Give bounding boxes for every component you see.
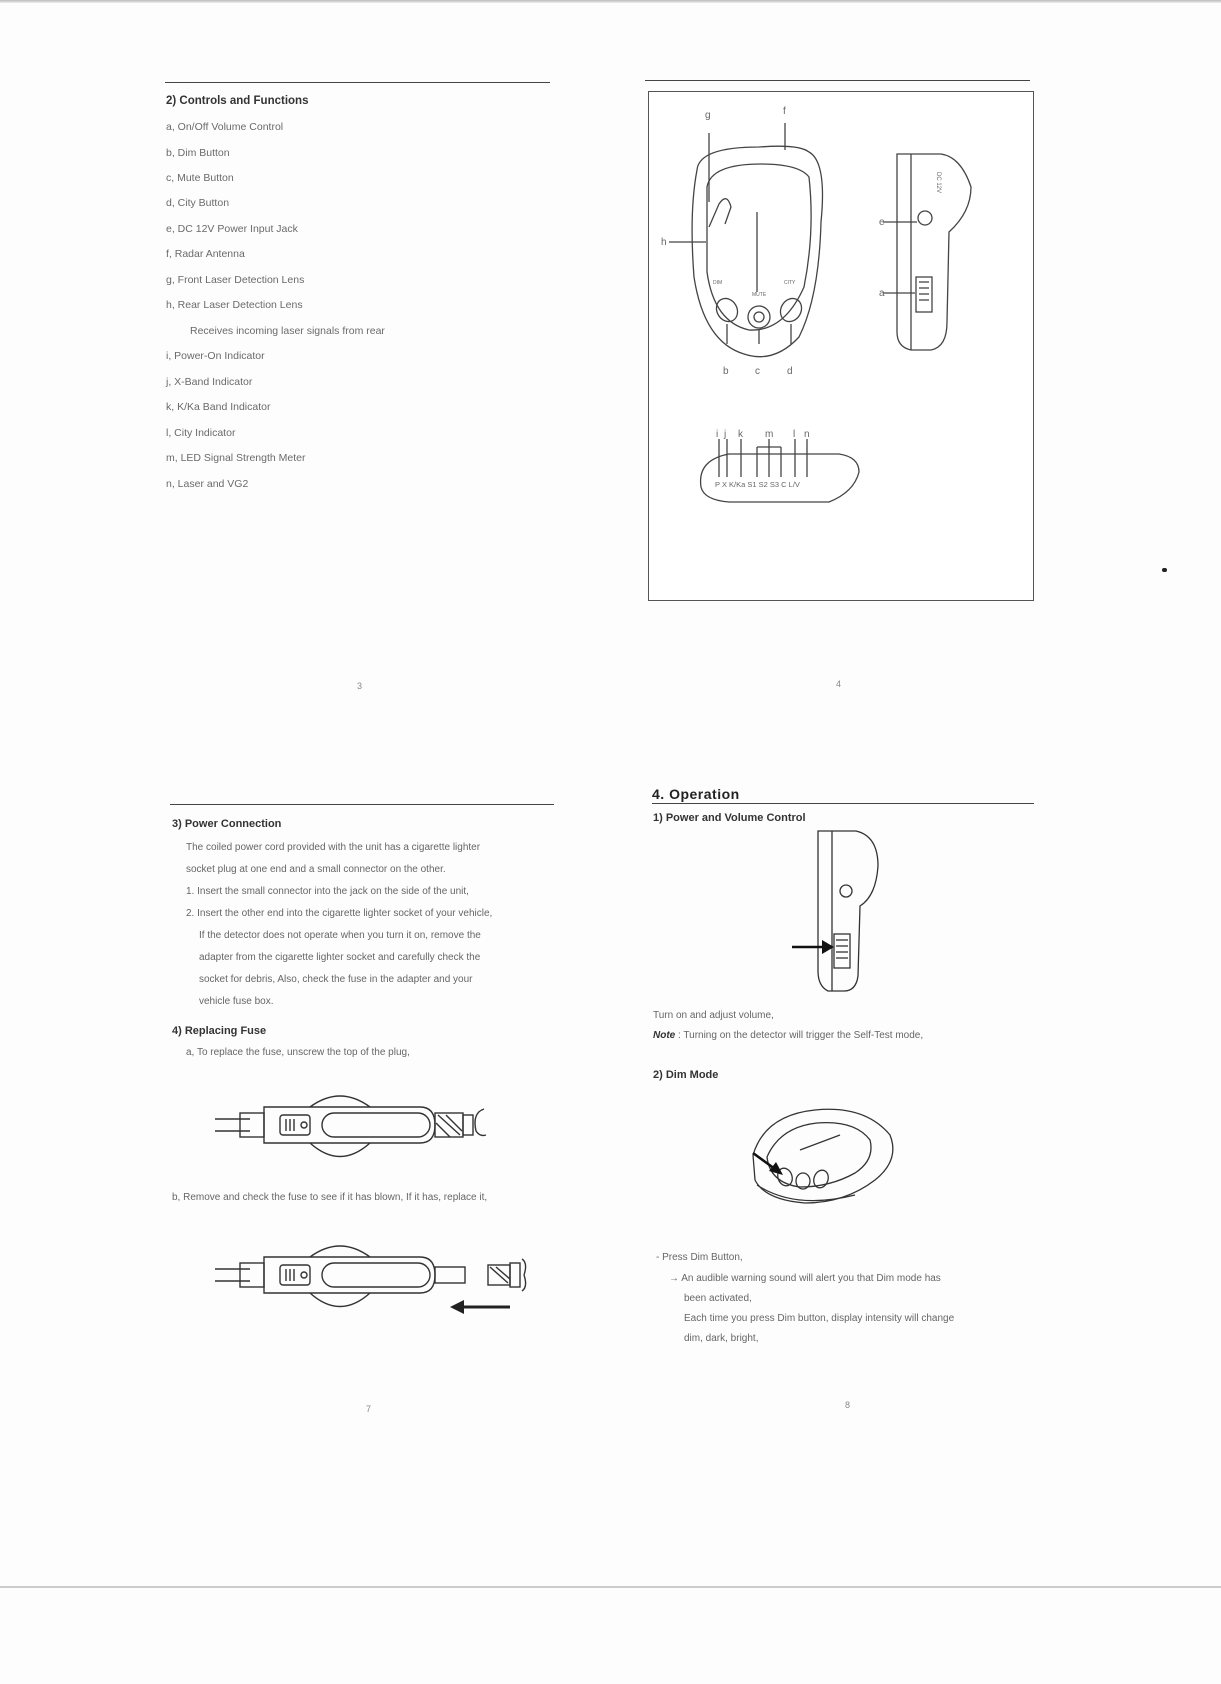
scan-edge-top xyxy=(0,0,1221,3)
operation-title: 4. Operation xyxy=(652,786,740,802)
label-f: f xyxy=(783,106,786,117)
label-dc12v: DC 12V xyxy=(935,172,941,194)
power-line-7: socket for debris, Also, check the fuse in the adapter and your xyxy=(199,974,473,985)
control-item-n: n, Laser and VG2 xyxy=(166,478,249,490)
arrow-right-icon xyxy=(792,940,834,954)
label-a: a xyxy=(879,288,885,299)
scan-edge-bottom xyxy=(0,1586,1221,1588)
control-item-m: m, LED Signal Strength Meter xyxy=(166,452,306,464)
label-g: g xyxy=(705,110,711,121)
control-item-e: e, DC 12V Power Input Jack xyxy=(166,223,298,235)
operation-title-rule xyxy=(652,803,1034,804)
control-item-i: i, Power-On Indicator xyxy=(166,350,265,362)
control-item-h: h, Rear Laser Detection Lens xyxy=(166,299,303,311)
label-d: d xyxy=(787,366,793,377)
display-panel xyxy=(701,439,859,502)
page3-heading-rule xyxy=(165,82,550,83)
power-line-5: If the detector does not operate when you turn it on, remove the xyxy=(199,930,481,941)
fuse-plug-remove-illustration xyxy=(210,1235,550,1325)
control-item-l: l, City Indicator xyxy=(166,427,236,439)
power-line-3: 1. Insert the small connector into the jack on the side of the unit, xyxy=(186,886,469,897)
fuse-plug-unscrew-illustration xyxy=(210,1085,500,1175)
label-city: CITY xyxy=(784,280,796,286)
control-item-f: f, Radar Antenna xyxy=(166,248,245,260)
note-line xyxy=(653,1030,923,1041)
dim-mode-illustration xyxy=(745,1095,905,1215)
dim-each-line-2: dim, dark, bright, xyxy=(684,1333,759,1344)
page-number-4: 4 xyxy=(836,679,842,689)
label-dim: DIM xyxy=(713,280,723,286)
fuse-step-a: a, To replace the fuse, unscrew the top of the plug, xyxy=(186,1047,410,1058)
volume-control-illustration xyxy=(790,826,900,996)
controls-diagram xyxy=(649,92,1033,600)
label-b: b xyxy=(723,366,729,377)
page4-top-rule xyxy=(645,80,1030,81)
control-item-g: g, Front Laser Detection Lens xyxy=(166,274,305,286)
label-i: i xyxy=(716,429,719,440)
pull-arrow-icon xyxy=(450,1300,510,1314)
control-item-k: k, K/Ka Band Indicator xyxy=(166,401,271,413)
label-h: h xyxy=(661,237,667,248)
label-c: c xyxy=(755,366,760,377)
label-j: j xyxy=(724,429,727,440)
control-item-a: a, On/Off Volume Control xyxy=(166,121,284,133)
note-text: : Turning on the detector will trigger the Self-Test mode, xyxy=(675,1030,924,1041)
label-n: n xyxy=(804,429,810,440)
power-volume-heading: 1) Power and Volume Control xyxy=(653,812,806,824)
label-mute: MUTE xyxy=(752,292,767,298)
dim-mode-heading: 2) Dim Mode xyxy=(653,1069,719,1081)
detector-top-view xyxy=(669,123,823,357)
power-line-1: The coiled power cord provided with the unit has a cigarette lighter xyxy=(186,842,481,853)
label-m: m xyxy=(765,429,774,440)
controls-heading: 2) Controls and Functions xyxy=(166,95,309,107)
page-number-7: 7 xyxy=(366,1404,372,1414)
dim-result-line-2: been activated, xyxy=(684,1293,752,1304)
turn-on-text: Turn on and adjust volume, xyxy=(653,1010,774,1021)
press-dim-text: - Press Dim Button, xyxy=(656,1252,743,1263)
display-indicator-text: P X K/Ka S1 S2 S3 C L/V xyxy=(715,480,800,489)
dim-result-line-1: → An audible warning sound will alert you that Dim mode has xyxy=(669,1273,941,1284)
detector-side-view xyxy=(883,154,971,350)
power-line-2: socket plug at one end and a small connector on the other. xyxy=(186,864,446,875)
fuse-step-b: b, Remove and check the fuse to see if it has blown, If it has, replace it, xyxy=(172,1192,488,1203)
power-line-8: vehicle fuse box. xyxy=(199,996,274,1007)
label-e: e xyxy=(879,217,885,228)
control-item-c: c, Mute Button xyxy=(166,172,234,184)
controls-diagram-box xyxy=(648,91,1034,601)
replacing-fuse-heading: 4) Replacing Fuse xyxy=(172,1025,267,1037)
control-item-h-desc: Receives incoming laser signals from rear xyxy=(190,325,385,337)
label-l: l xyxy=(793,429,796,440)
scan-speck xyxy=(1162,568,1167,572)
power-connection-heading: 3) Power Connection xyxy=(172,818,282,830)
control-item-j: j, X-Band Indicator xyxy=(166,376,253,388)
page-number-3: 3 xyxy=(357,681,363,691)
page7-heading-rule xyxy=(170,804,554,805)
power-line-6: adapter from the cigarette lighter socket and carefully check the xyxy=(199,952,481,963)
control-item-d: d, City Button xyxy=(166,197,230,209)
note-label: Note xyxy=(653,1030,676,1041)
label-k: k xyxy=(738,429,743,440)
page-number-8: 8 xyxy=(845,1400,851,1410)
power-line-4: 2. Insert the other end into the cigarette lighter socket of your vehicle, xyxy=(186,908,493,919)
dim-each-line-1: Each time you press Dim button, display intensity will change xyxy=(684,1313,955,1324)
control-item-b: b, Dim Button xyxy=(166,147,230,159)
